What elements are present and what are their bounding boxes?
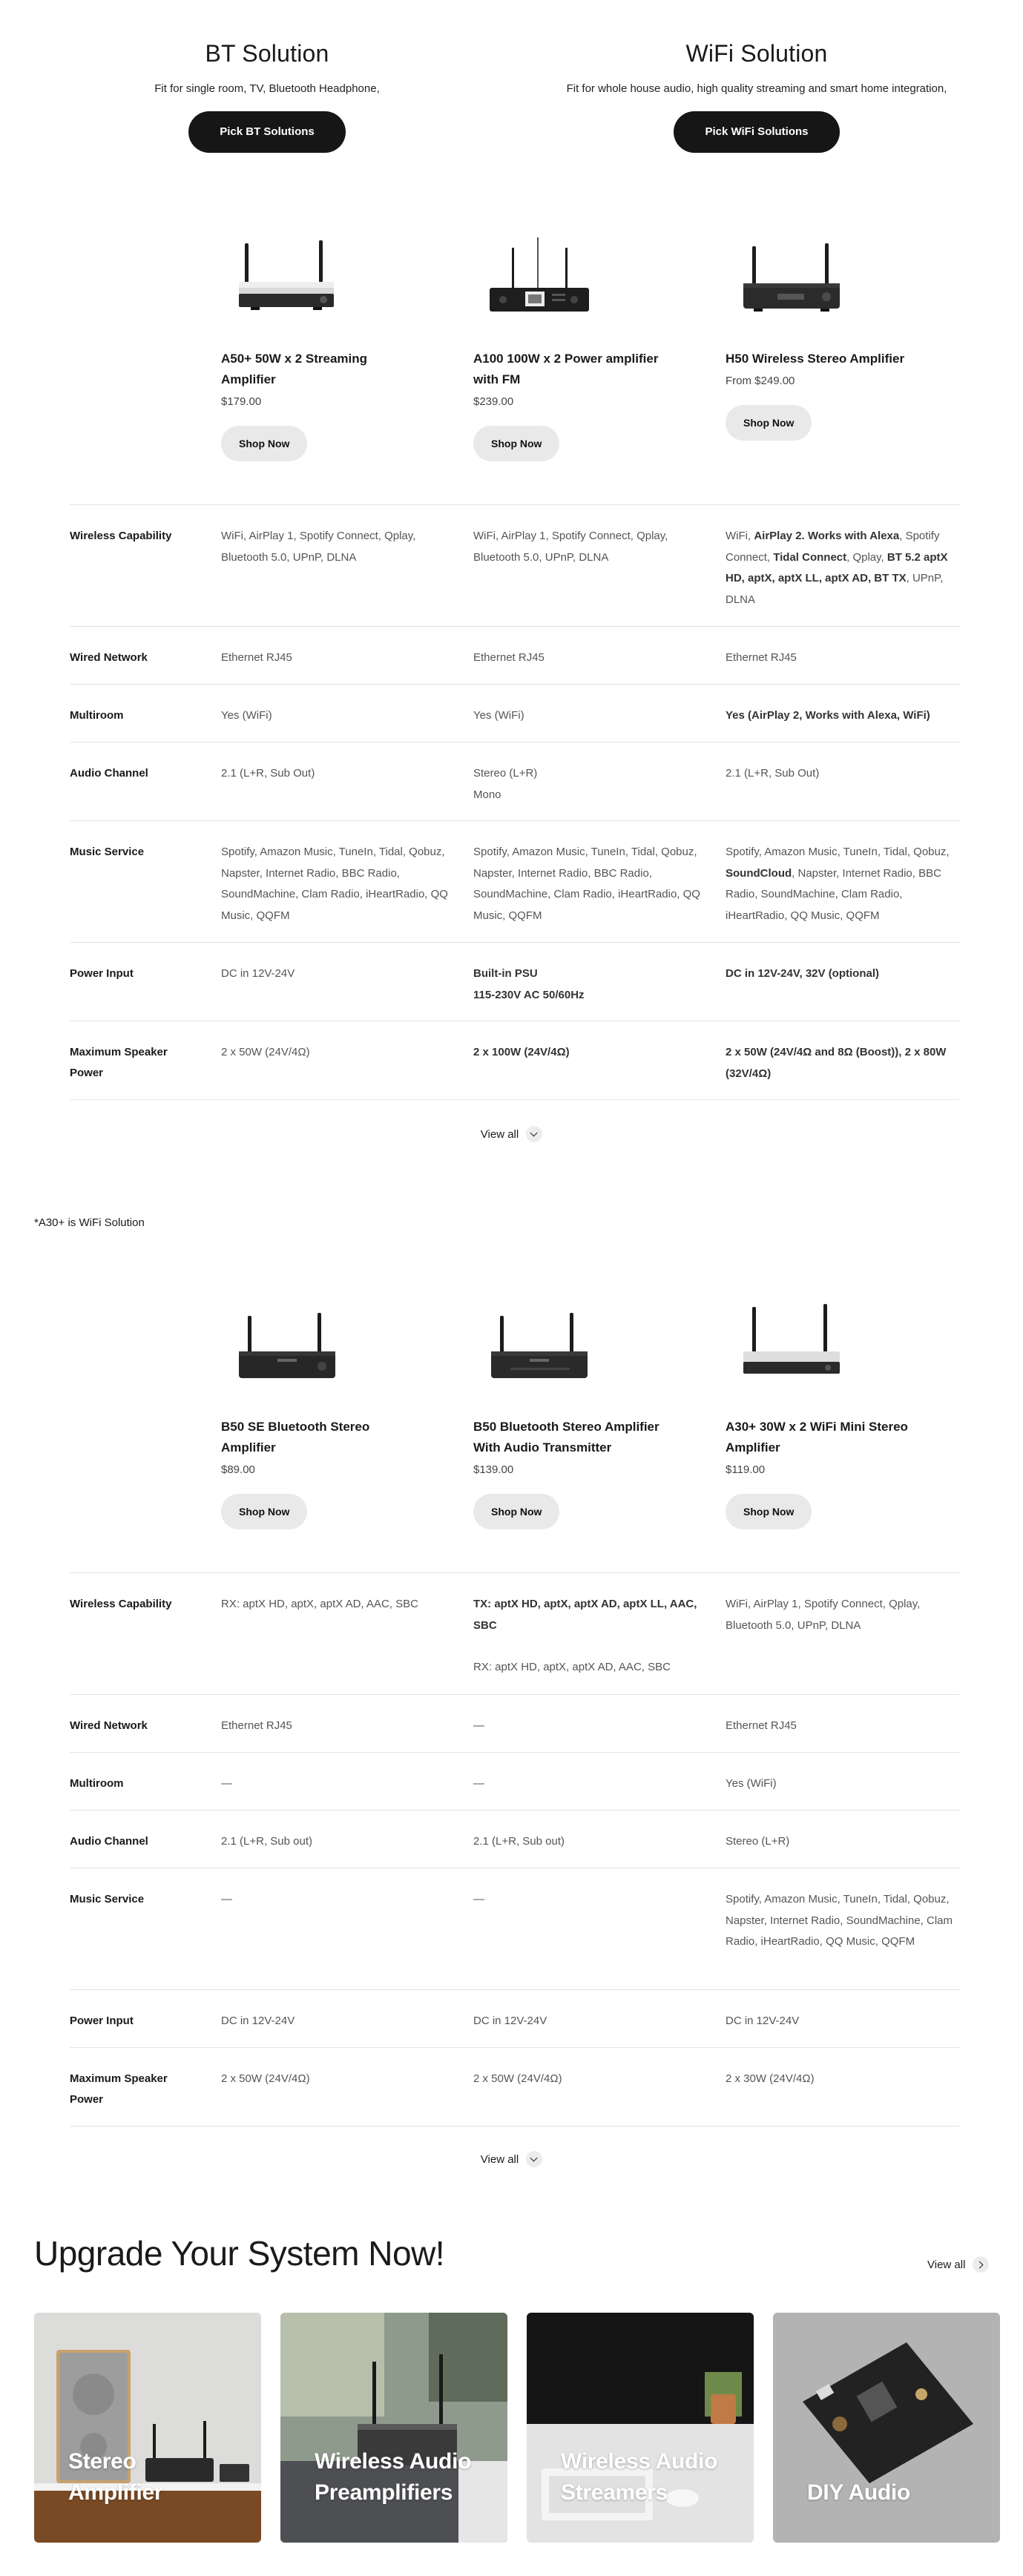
spec-row-music-service — [70, 1868, 960, 1990]
spec-value: 2.1 (L+R, Sub out) — [473, 1835, 565, 1848]
product-b50 — [473, 1291, 696, 1529]
category-card-wireless-audio-preamplifiers[interactable] — [280, 2313, 507, 2543]
spec-value: Yes (WiFi) — [221, 709, 272, 722]
spec-label: Music Service — [70, 1893, 145, 1905]
chevron-down-icon — [526, 2151, 542, 2167]
bt-solution-title: BT Solution — [205, 40, 329, 67]
spec-label: Wireless Capability — [70, 530, 172, 542]
spec-label: Maximum Speaker Power — [70, 1046, 168, 1079]
spec-label: Power Input — [70, 967, 134, 980]
spec-value: Yes (WiFi) — [473, 709, 524, 722]
view-all-button[interactable] — [481, 1126, 542, 1142]
product-b50-se — [221, 1291, 444, 1529]
pick-wifi-solutions-button[interactable]: Pick WiFi Solutions — [674, 111, 839, 153]
spec-value: 2.1 (L+R, Sub out) — [221, 1835, 312, 1848]
product-name[interactable]: A100 100W x 2 Power amplifier with FM — [473, 352, 659, 386]
category-card-wireless-audio-streamers[interactable] — [527, 2313, 754, 2543]
spec-value: — — [221, 1893, 232, 1905]
spec-value: Ethernet RJ45 — [221, 651, 292, 664]
spec-value: DC in 12V-24V, 32V (optional) — [726, 967, 880, 980]
spec-value: WiFi, AirPlay 1, Spotify Connect, Qplay, Bluetooth 5.0, UPnP, DLNA — [726, 1598, 921, 1632]
b50-product-image[interactable] — [481, 1291, 599, 1394]
category-card-stereo-amplifier[interactable] — [34, 2313, 261, 2543]
spec-row-max-speaker-power — [70, 1021, 960, 1100]
spec-table — [70, 504, 960, 1100]
spec-value: DC in 12V-24V — [726, 2015, 800, 2027]
spec-row-wireless — [70, 1573, 960, 1695]
product-name[interactable]: B50 SE Bluetooth Stereo Amplifier — [221, 1420, 370, 1455]
spec-value: Ethernet RJ45 — [473, 651, 545, 664]
spec-value: Ethernet RJ45 — [726, 651, 797, 664]
solution-hero — [0, 0, 1023, 193]
product-a100 — [473, 223, 696, 461]
spec-value: — — [473, 1777, 484, 1790]
spec-value: DC in 12V-24V — [221, 2015, 295, 2027]
product-price: $139.00 — [473, 1463, 514, 1476]
product-h50 — [726, 223, 948, 441]
wifi-solution-subtitle: Fit for whole house audio, high quality streaming and smart home integration, — [566, 82, 947, 95]
product-price: $89.00 — [221, 1463, 255, 1476]
b50-se-product-image[interactable] — [228, 1291, 347, 1394]
category-card-diy-audio[interactable] — [773, 2313, 1000, 2543]
spec-label: Audio Channel — [70, 767, 148, 780]
spec-value: Built-in PSU 115-230V AC 50/60Hz — [473, 967, 585, 1001]
wifi-solution-column — [512, 36, 1001, 153]
a100-product-image[interactable] — [481, 223, 599, 326]
spec-table — [70, 1572, 960, 2127]
category-label: Wireless Audio Streamers — [561, 2449, 718, 2505]
product-a30-plus — [726, 1291, 948, 1529]
view-all-label: View all — [480, 2152, 519, 2166]
spec-value: — — [473, 1719, 484, 1732]
spec-row-music-service — [70, 821, 960, 943]
spec-label: Wired Network — [70, 1719, 148, 1732]
spec-value: 2 x 30W (24V/4Ω) — [726, 2072, 815, 2085]
spec-value: — — [221, 1777, 232, 1790]
category-label: DIY Audio — [807, 2480, 910, 2505]
product-header-row — [0, 1291, 1023, 1572]
spec-value: 2 x 50W (24V/4Ω and 8Ω (Boost)), 2 x 80W (32V/4Ω) — [726, 1046, 947, 1080]
spec-value: Stereo (L+R) Mono — [473, 767, 538, 801]
spec-value: 2 x 50W (24V/4Ω) — [221, 1046, 310, 1058]
spec-row-wired — [70, 627, 960, 685]
spec-row-power-input — [70, 943, 960, 1021]
product-a50-plus — [221, 223, 444, 461]
spec-label: Music Service — [70, 846, 145, 858]
spec-value: Spotify, Amazon Music, TuneIn, Tidal, Qobuz, Napster, Internet Radio, BBC Radio, SoundMachine, Clam Radio, iHeartRadio, QQ Music, QQFM — [221, 846, 448, 922]
spec-value: Spotify, Amazon Music, TuneIn, Tidal, Qobuz, Napster, Internet Radio, SoundMachine, Clam Radio, iHeartRadio, QQ Music, QQFM — [726, 1893, 953, 1948]
spec-value: 2 x 50W (24V/4Ω) — [221, 2072, 310, 2085]
spec-value: 2 x 100W (24V/4Ω) — [473, 1046, 570, 1058]
shop-now-button[interactable]: Shop Now — [221, 1494, 307, 1529]
category-label: Wireless Audio Preamplifiers — [315, 2449, 472, 2505]
spec-value: Yes (AirPlay 2, Works with Alexa, WiFi) — [726, 709, 930, 722]
spec-value: 2.1 (L+R, Sub Out) — [726, 767, 820, 780]
spec-label: Audio Channel — [70, 1835, 148, 1848]
spec-row-multiroom — [70, 685, 960, 742]
spec-value: Ethernet RJ45 — [726, 1719, 797, 1732]
spec-value: Stereo (L+R) — [726, 1835, 790, 1848]
view-all-row — [0, 1126, 1023, 1142]
a50-plus-product-image[interactable] — [228, 223, 347, 326]
a30-plus-product-image[interactable] — [733, 1291, 852, 1394]
spec-value: RX: aptX HD, aptX, aptX AD, AAC, SBC — [221, 1598, 418, 1610]
spec-row-wired — [70, 1695, 960, 1753]
spec-row-power-input — [70, 1990, 960, 2048]
spec-label: Power Input — [70, 2015, 134, 2027]
product-name[interactable]: H50 Wireless Stereo Amplifier — [726, 352, 905, 366]
spec-label: Multiroom — [70, 1777, 124, 1790]
shop-now-button[interactable]: Shop Now — [473, 426, 559, 461]
spec-value: Spotify, Amazon Music, TuneIn, Tidal, Qobuz, Napster, Internet Radio, BBC Radio, SoundMachine, Clam Radio, iHeartRadio, QQ Music, QQFM — [473, 846, 700, 922]
bt-solution-subtitle: Fit for single room, TV, Bluetooth Headphone, — [154, 82, 380, 95]
spec-label: Multiroom — [70, 709, 124, 722]
chevron-right-icon — [973, 2256, 989, 2273]
shop-now-button[interactable]: Shop Now — [726, 1494, 812, 1529]
upgrade-view-all-button[interactable] — [927, 2256, 989, 2273]
category-label: Stereo Amplifier — [68, 2449, 163, 2505]
spec-value: Ethernet RJ45 — [221, 1719, 292, 1732]
spec-value: WiFi, AirPlay 2. Works with Alexa, Spotify Connect, Tidal Connect, Qplay, BT 5.2 aptX HD, aptX, aptX LL, aptX AD, BT TX, UPnP, DLNA — [726, 530, 948, 606]
spec-value: 2.1 (L+R, Sub Out) — [221, 767, 315, 780]
spec-value: DC in 12V-24V — [221, 967, 295, 980]
spec-value: TX: aptX HD, aptX, aptX AD, aptX LL, AAC, SBC RX: aptX HD, aptX, aptX AD, AAC, SBC — [473, 1598, 697, 1673]
spec-row-multiroom — [70, 1753, 960, 1811]
spec-row-audio-channel — [70, 742, 960, 821]
product-price: From $249.00 — [726, 375, 795, 387]
spec-value: WiFi, AirPlay 1, Spotify Connect, Qplay, Bluetooth 5.0, UPnP, DLNA — [473, 530, 668, 564]
shop-now-button[interactable]: Shop Now — [221, 426, 307, 461]
product-header-row — [0, 223, 1023, 504]
pick-bt-solutions-button[interactable]: Pick BT Solutions — [188, 111, 346, 153]
view-all-label: View all — [480, 1127, 519, 1141]
spec-label: Wireless Capability — [70, 1598, 172, 1610]
product-name[interactable]: B50 Bluetooth Stereo Amplifier With Audio Transmitter — [473, 1420, 659, 1455]
shop-now-button[interactable]: Shop Now — [473, 1494, 559, 1529]
spec-label: Maximum Speaker Power — [70, 2072, 168, 2106]
spec-value: Yes (WiFi) — [726, 1777, 777, 1790]
product-name[interactable]: A30+ 30W x 2 WiFi Mini Stereo Amplifier — [726, 1420, 908, 1455]
chevron-down-icon — [526, 1126, 542, 1142]
product-price: $239.00 — [473, 395, 514, 408]
product-name[interactable]: A50+ 50W x 2 Streaming Amplifier — [221, 352, 368, 386]
upgrade-section-title: Upgrade Your System Now! — [34, 2234, 445, 2273]
spec-value: 2 x 50W (24V/4Ω) — [473, 2072, 562, 2085]
bt-solution-column — [89, 36, 445, 153]
h50-product-image[interactable] — [733, 223, 852, 326]
category-cards — [34, 2313, 999, 2543]
view-all-row — [0, 2151, 1023, 2167]
spec-value: — — [473, 1893, 484, 1905]
view-all-button[interactable] — [481, 2151, 542, 2167]
product-price: $119.00 — [726, 1463, 766, 1476]
view-all-label: View all — [927, 2258, 966, 2271]
spec-value: WiFi, AirPlay 1, Spotify Connect, Qplay, Bluetooth 5.0, UPnP, DLNA — [221, 530, 416, 564]
spec-row-audio-channel — [70, 1811, 960, 1868]
wifi-solution-title: WiFi Solution — [685, 40, 828, 67]
footnote: *A30+ is WiFi Solution — [34, 1216, 145, 1229]
spec-label: Wired Network — [70, 651, 148, 664]
spec-value: Spotify, Amazon Music, TuneIn, Tidal, Qobuz, SoundCloud, Napster, Internet Radio, BBC Radio, SoundMachine, Clam Radio, iHeartRadio, QQ Music, QQFM — [726, 846, 950, 922]
spec-value: DC in 12V-24V — [473, 2015, 547, 2027]
product-price: $179.00 — [221, 395, 262, 408]
spec-row-wireless — [70, 505, 960, 627]
spec-row-max-speaker-power — [70, 2048, 960, 2127]
shop-now-button[interactable]: Shop Now — [726, 405, 812, 441]
